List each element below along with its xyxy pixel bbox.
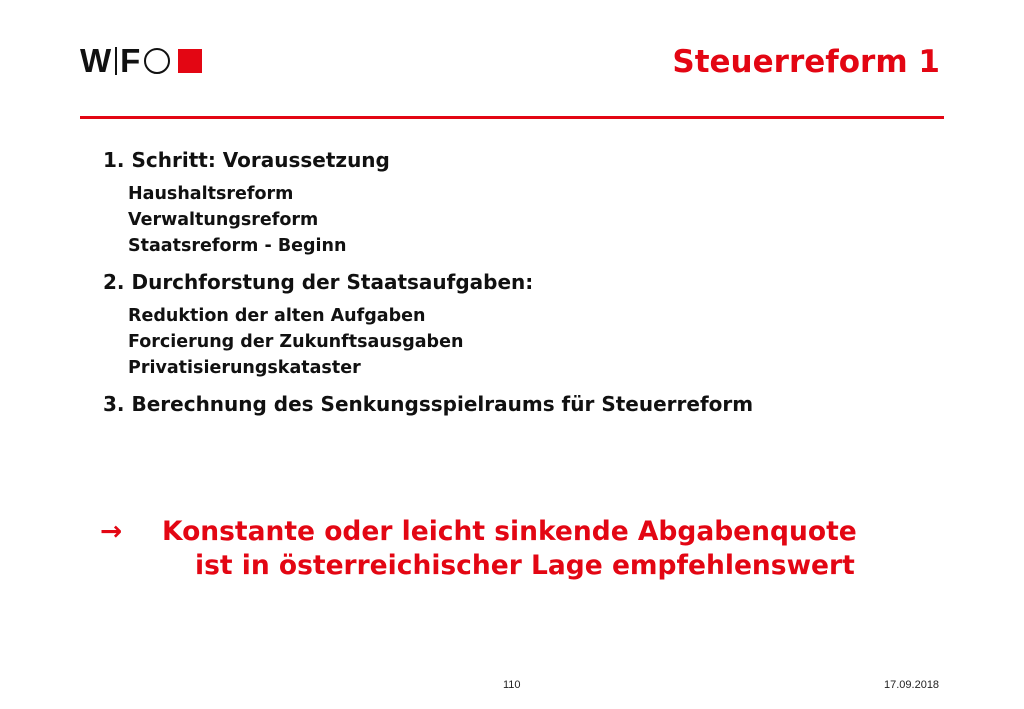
step-1-item: Haushaltsreform — [128, 184, 294, 204]
slide-content — [103, 147, 943, 417]
logo-separator — [115, 47, 117, 75]
wifo-logo — [80, 41, 202, 81]
conclusion-text — [162, 515, 857, 583]
step-1-list — [128, 181, 943, 259]
step-2-list — [128, 303, 943, 381]
step-3-heading: 3. Berechnung des Senkungsspielraums für Steuerreform — [103, 392, 754, 416]
slide-title: Steuerreform 1 — [672, 44, 940, 80]
step-1-item: Staatsreform - Beginn — [128, 236, 347, 256]
logo-letter-w: W — [80, 42, 112, 79]
right-arrow-icon: → — [100, 516, 123, 547]
footer-date: 17.09.2018 — [884, 679, 940, 691]
page-number: 110 — [503, 679, 521, 691]
step-2-item: Reduktion der alten Aufgaben — [128, 306, 426, 326]
step-2-item: Privatisierungskataster — [128, 358, 361, 378]
step-1-item: Verwaltungsreform — [128, 210, 319, 230]
step-2-item: Forcierung der Zukunftsausgaben — [128, 332, 464, 352]
logo-ring-icon — [144, 48, 170, 74]
step-1-heading: 1. Schritt: Voraussetzung — [103, 148, 390, 172]
conclusion-line-2: ist in österreichischer Lage empfehlenswert — [195, 550, 855, 581]
step-2-heading: 2. Durchforstung der Staatsaufgaben: — [103, 270, 534, 294]
title-divider — [80, 116, 944, 119]
conclusion-line-1: Konstante oder leicht sinkende Abgabenquote — [162, 516, 857, 547]
conclusion — [100, 515, 857, 583]
logo-square-icon — [178, 49, 202, 73]
logo-letter-f: F — [120, 42, 141, 79]
